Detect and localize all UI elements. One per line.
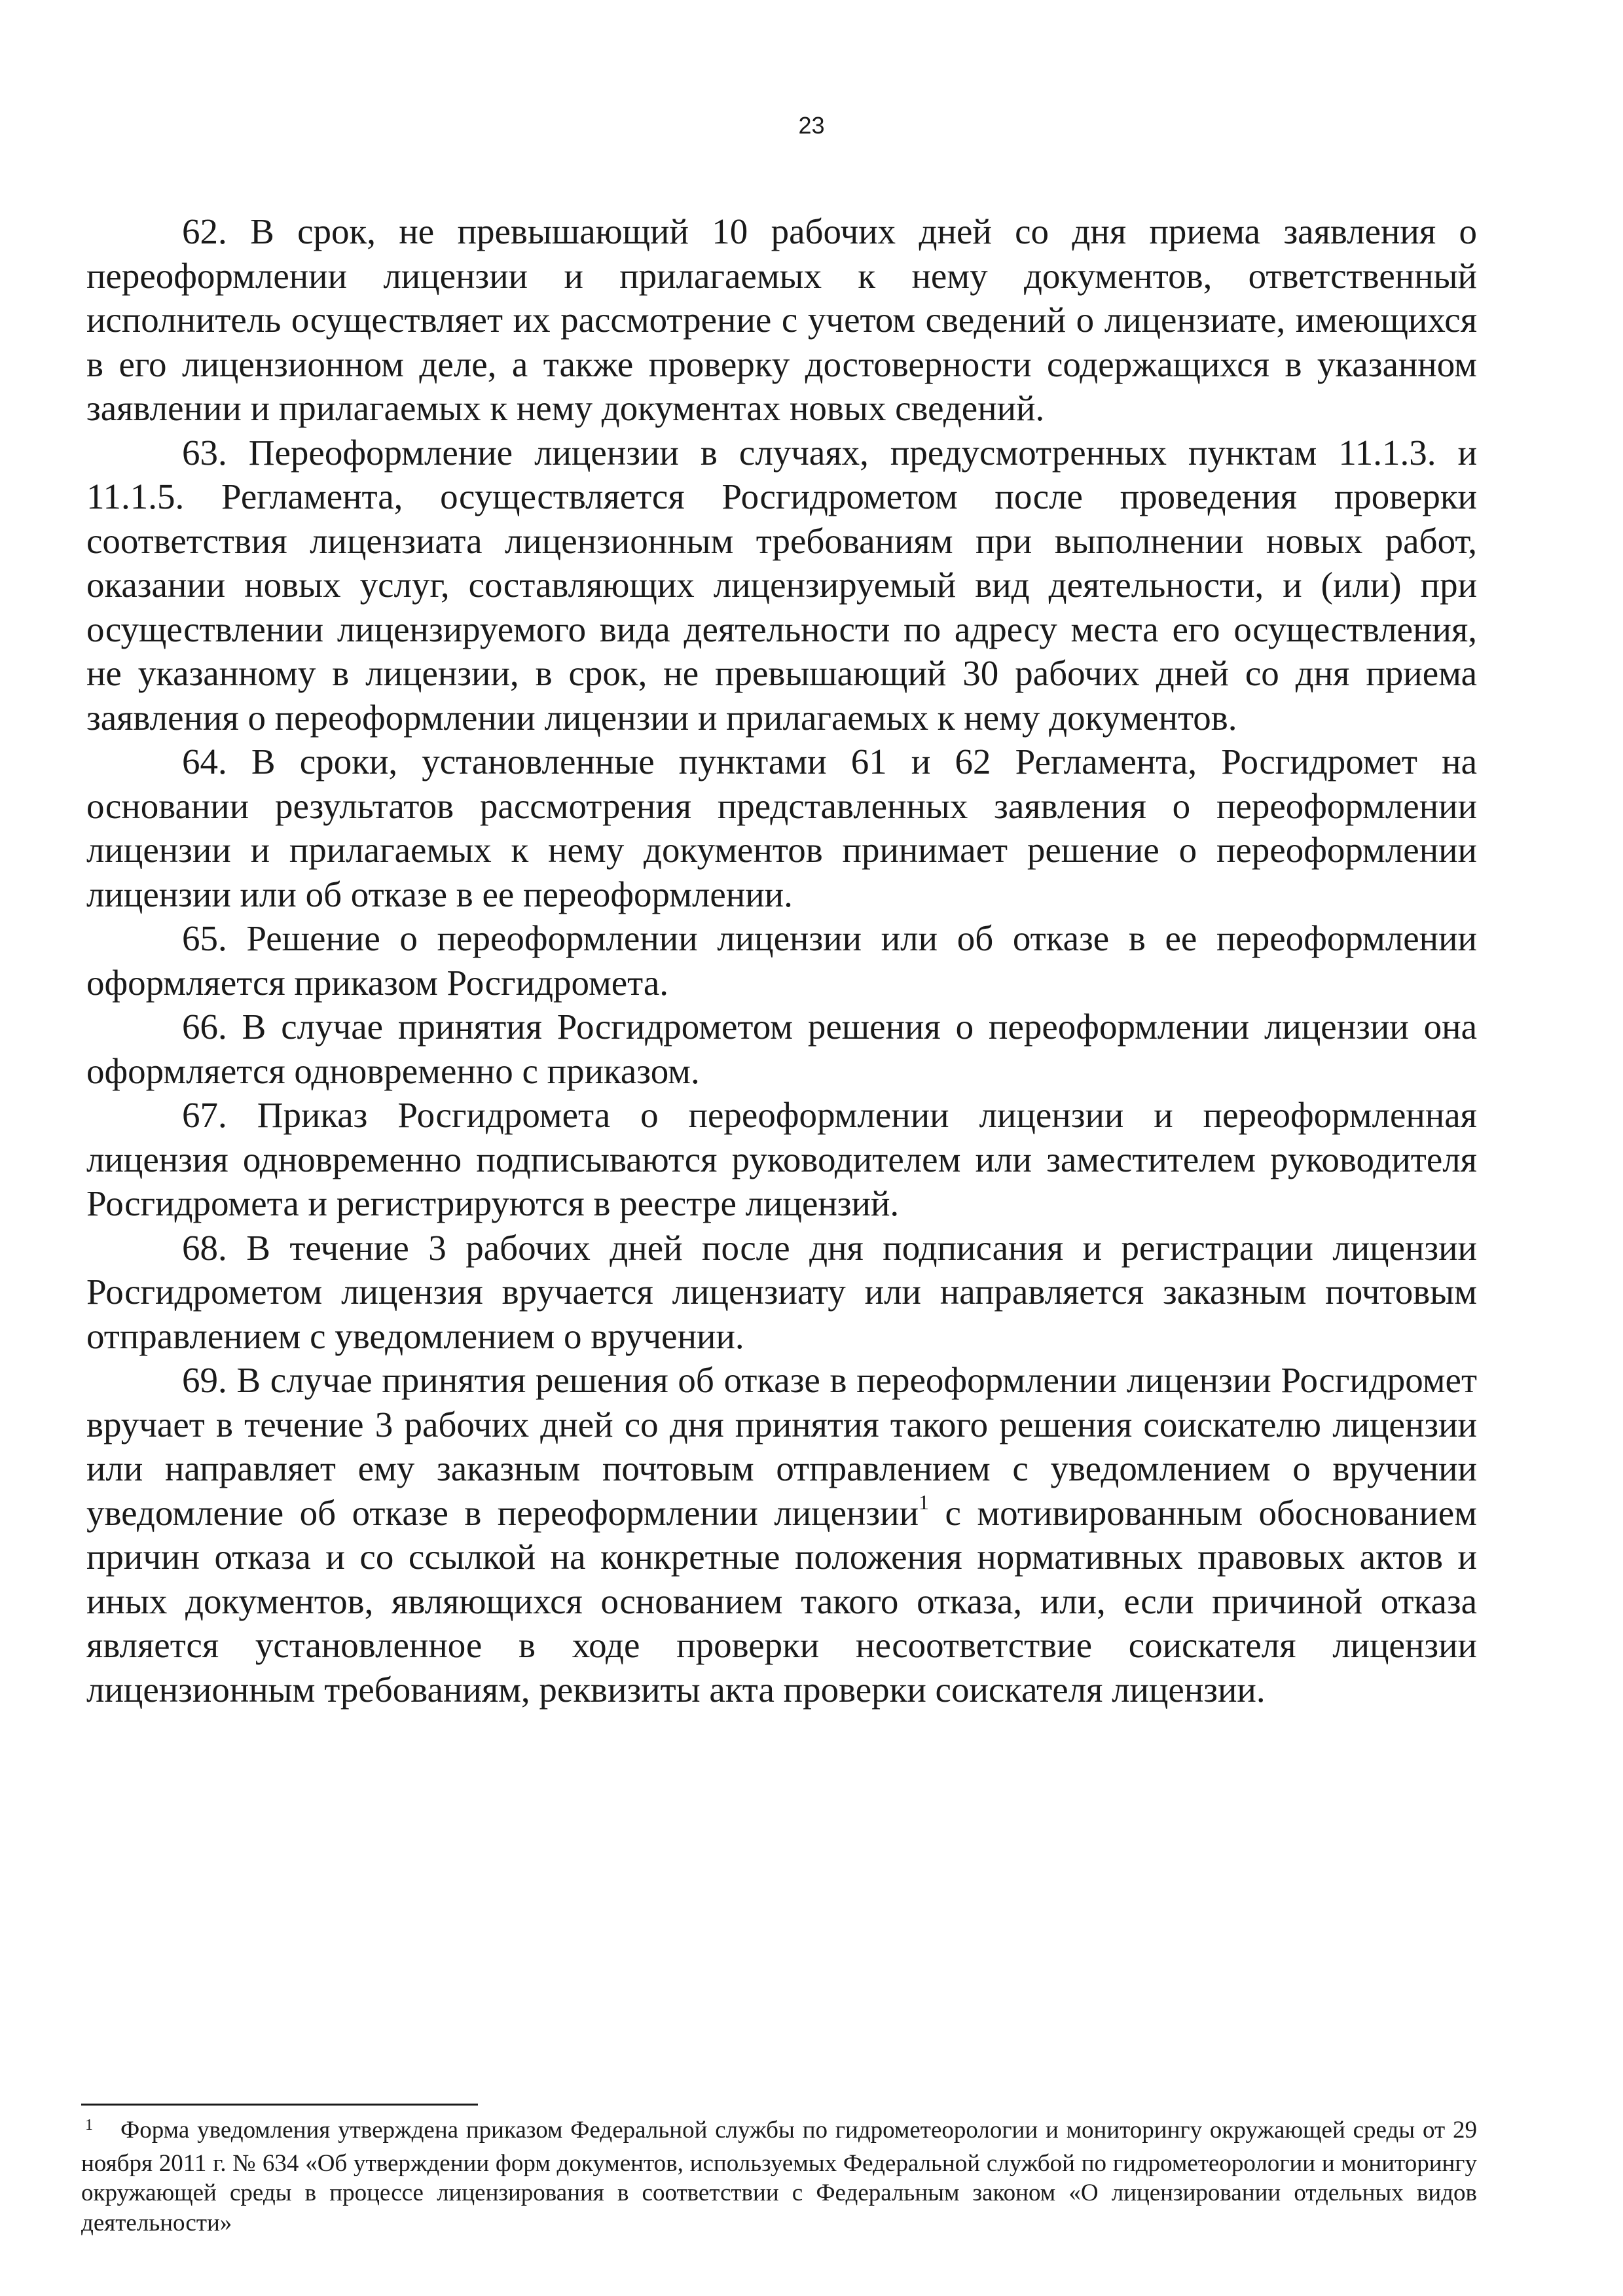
document-body — [86, 209, 1477, 1712]
paragraph-66: 66. В случае принятия Росгидрометом решения о переоформлении лицензии она оформляется одновременно с приказом. — [86, 1007, 1477, 1091]
paragraph-67: 67. Приказ Росгидромета о переоформлении лицензии и переоформленная лицензия одновременно подписываются руководителем или заместителем руководителя Росгидромета и регистрируются в реестре лицензий. — [86, 1095, 1477, 1223]
footnote-marker: 1 — [85, 2117, 93, 2134]
footnote — [81, 2115, 1477, 2238]
footnote-separator — [81, 2104, 478, 2106]
paragraph-64: 64. В сроки, установленные пунктами 61 и 62 Регламента, Росгидромет на основании результатов рассмотрения представленных заявления о переоформлении лицензии и прилагаемых к нему документов принимает решение о переоформлении лицензии или об отказе в ее переоформлении. — [86, 742, 1477, 914]
footnote-reference[interactable]: 1 — [919, 1490, 930, 1515]
paragraph-62: 62. В срок, не превышающий 10 рабочих дней со дня приема заявления о переоформлении лицензии и прилагаемых к нему документов, ответственный исполнитель осуществляет их рассмотрение с учетом сведений о лицензиате, имеющихся в его лицензионном деле, а также проверку достоверности содержащихся в указанном заявлении и прилагаемых к нему документах новых сведений. — [86, 211, 1477, 428]
paragraph-69-text-end: с мотивированным обоснованием причин отказа и со ссылкой на конкретные положения нормативных правовых актов и иных документов, являющихся основанием такого отказа, или, если причиной отказа является установленное в ходе проверки несоответствие соискателя лицензии лицензионным требованиям, реквизиты акта проверки соискателя лицензии. — [86, 1492, 1477, 1710]
footnote-text: Форма уведомления утверждена приказом Федеральной службы по гидрометеорологии и мониторингу окружающей среды от 29 ноября 2011 г. № 634 «Об утверждении форм документов, используемых Федеральной службой по гидрометеорологии и мониторингу окружающей среды в процессе лицензирования в соответствии с Федеральным законом «О лицензировании отдельных видов деятельности» — [81, 2117, 1477, 2236]
paragraph-69-text-start: 69. В случае принятия решения об отказе в переоформлении лицензии Росгидромет вручает в течение 3 рабочих дней со дня принятия такого решения соискателю лицензии или направляет ему заказным почтовым отправлением с уведомлением о вручении уведомление об отказе в переоформлении лицензии — [86, 1360, 1477, 1533]
paragraph-68: 68. В течение 3 рабочих дней после дня подписания и регистрации лицензии Росгидрометом лицензия вручается лицензиату или направляется заказным почтовым отправлением с уведомлением о вручении. — [86, 1227, 1477, 1356]
paragraph-69 — [86, 1358, 1477, 1712]
paragraph-65: 65. Решение о переоформлении лицензии или об отказе в ее переоформлении оформляется приказом Росгидромета. — [86, 918, 1477, 1003]
footnote-paragraph — [81, 2115, 1477, 2238]
page-number: 23 — [798, 112, 825, 139]
paragraph-63: 63. Переоформление лицензии в случаях, предусмотренных пунктам 11.1.3. и 11.1.5. Регламента, осуществляется Росгидрометом после проведения проверки соответствия лицензиата лицензионным требованиям при выполнении новых работ, оказании новых услуг, составляющих лицензируемый вид деятельности, и (или) при осуществлении лицензируемого вида деятельности по адресу места его осуществления, не указанному в лицензии, в срок, не превышающий 30 рабочих дней со дня приема заявления о переоформлении лицензии и прилагаемых к нему документов. — [86, 432, 1477, 738]
